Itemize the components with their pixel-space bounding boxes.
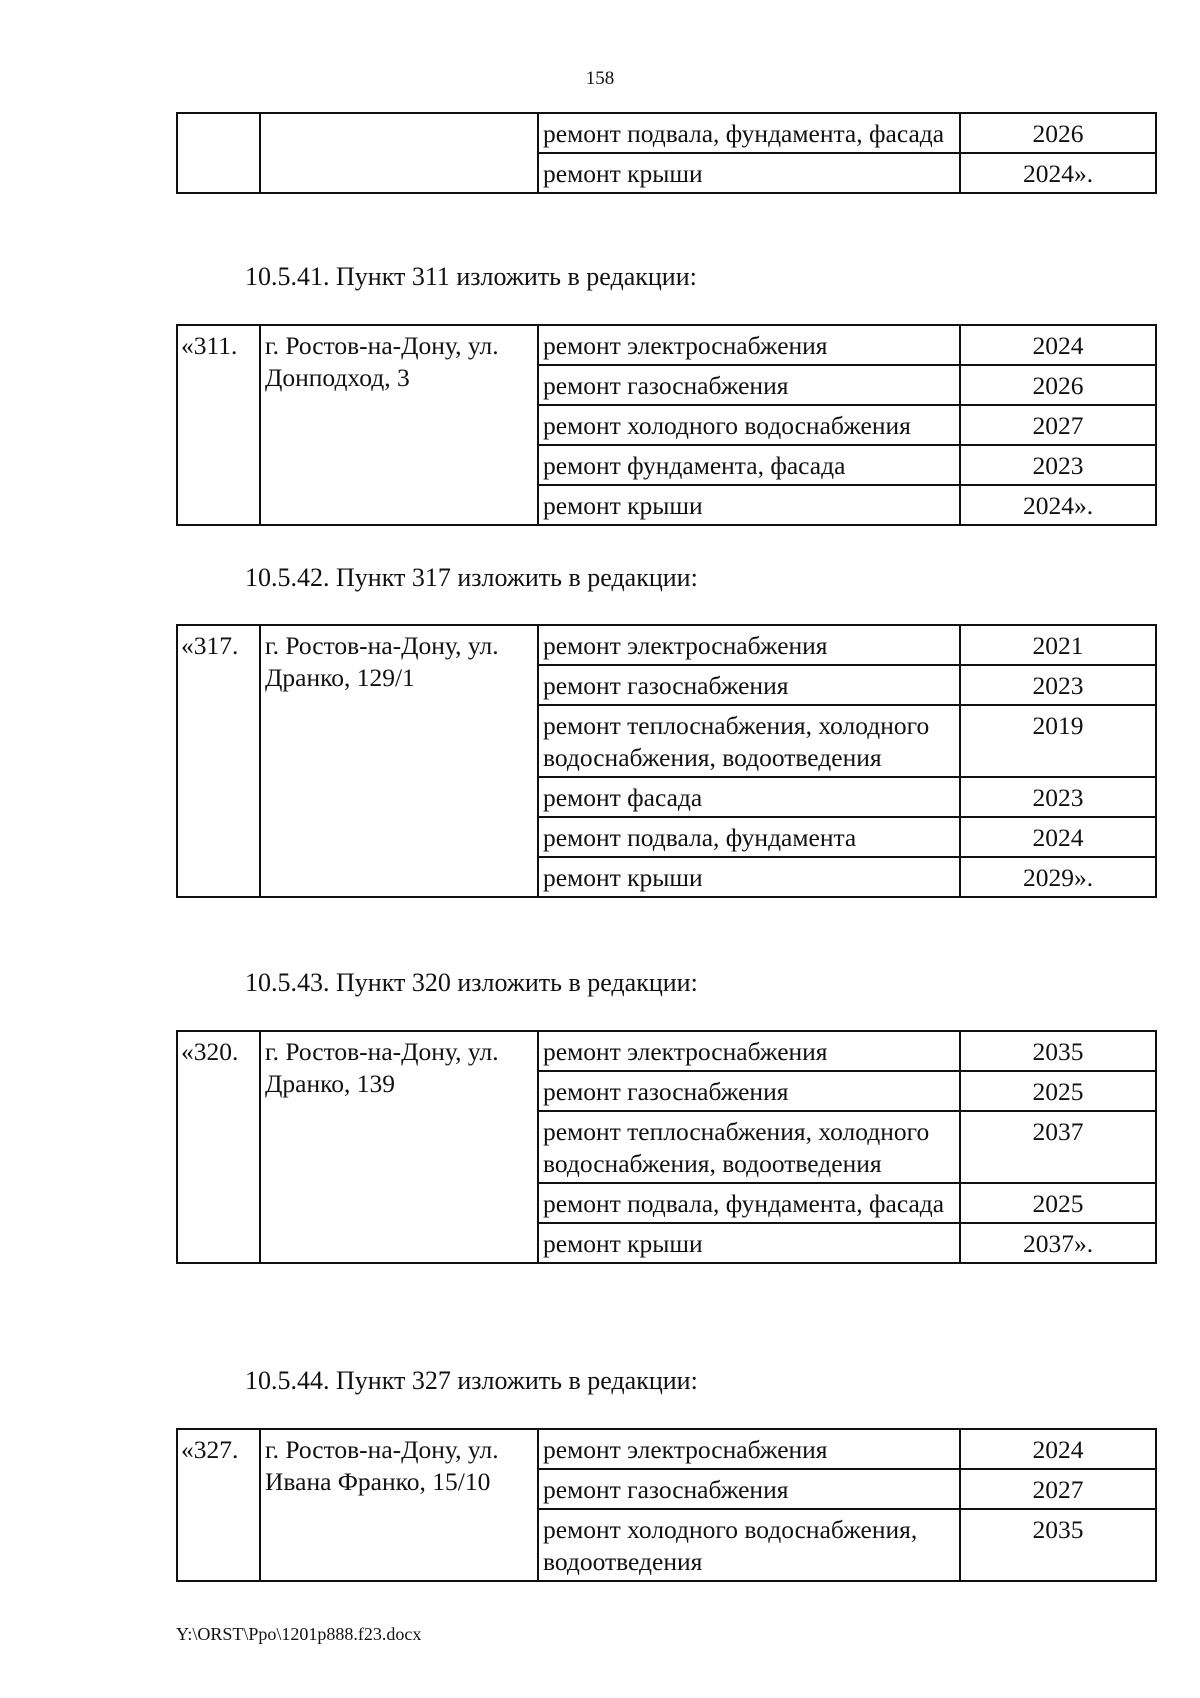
work-cell: ремонт теплоснабжения, холодного водоснабжения, водоотведения	[538, 705, 960, 777]
address-cell: г. Ростов-на-Дону, ул. Ивана Франко, 15/10	[260, 1429, 538, 1581]
table-row	[177, 1031, 1156, 1071]
section-heading: 10.5.41. Пункт 311 изложить в редакции:	[245, 262, 697, 291]
year-cell: 2037	[960, 1111, 1156, 1183]
section-heading: 10.5.44. Пункт 327 изложить в редакции:	[245, 1366, 698, 1395]
work-cell: ремонт электроснабжения	[538, 625, 960, 665]
number-cell: «327.	[177, 1429, 260, 1581]
work-cell: ремонт газоснабжения	[538, 365, 960, 405]
year-cell: 2027	[960, 1469, 1156, 1509]
work-cell: ремонт электроснабжения	[538, 1429, 960, 1469]
year-cell: 2023	[960, 445, 1156, 485]
number-cell: «317.	[177, 625, 260, 897]
section-table	[176, 624, 1157, 898]
year-cell: 2037».	[960, 1223, 1156, 1263]
year-cell: 2023	[960, 777, 1156, 817]
work-cell: ремонт холодного водоснабжения, водоотведения	[538, 1509, 960, 1581]
work-cell: ремонт фундамента, фасада	[538, 445, 960, 485]
year-cell: 2026	[960, 113, 1156, 153]
year-cell: 2027	[960, 405, 1156, 445]
number-cell: «311.	[177, 325, 260, 525]
year-cell: 2025	[960, 1071, 1156, 1111]
section-heading: 10.5.43. Пункт 320 изложить в редакции:	[245, 968, 698, 997]
work-cell: ремонт подвала, фундамента, фасада	[538, 113, 960, 153]
address-cell	[260, 113, 538, 193]
work-cell: ремонт крыши	[538, 153, 960, 193]
work-cell: ремонт фасада	[538, 777, 960, 817]
year-cell: 2029».	[960, 857, 1156, 897]
year-cell: 2023	[960, 665, 1156, 705]
table-row	[177, 113, 1156, 153]
section-table	[176, 1030, 1157, 1264]
work-cell: ремонт газоснабжения	[538, 665, 960, 705]
year-cell: 2024».	[960, 485, 1156, 525]
year-cell: 2024	[960, 1429, 1156, 1469]
file-path-footer: Y:\ORST\Ppo\1201p888.f23.docx	[176, 1624, 422, 1644]
year-cell: 2026	[960, 365, 1156, 405]
number-cell	[177, 113, 260, 193]
table-row	[177, 1429, 1156, 1469]
table-row	[177, 625, 1156, 665]
work-cell: ремонт крыши	[538, 1223, 960, 1263]
year-cell: 2024».	[960, 153, 1156, 193]
work-cell: ремонт теплоснабжения, холодного водоснабжения, водоотведения	[538, 1111, 960, 1183]
work-cell: ремонт газоснабжения	[538, 1071, 960, 1111]
address-cell: г. Ростов-на-Дону, ул. Дранко, 129/1	[260, 625, 538, 897]
address-cell: г. Ростов-на-Дону, ул. Донподход, 3	[260, 325, 538, 525]
year-cell: 2025	[960, 1183, 1156, 1223]
address-cell: г. Ростов-на-Дону, ул. Дранко, 139	[260, 1031, 538, 1263]
work-cell: ремонт крыши	[538, 857, 960, 897]
work-cell: ремонт крыши	[538, 485, 960, 525]
section-table	[176, 324, 1157, 526]
continuation-table	[176, 112, 1157, 194]
work-cell: ремонт подвала, фундамента	[538, 817, 960, 857]
number-cell: «320.	[177, 1031, 260, 1263]
year-cell: 2035	[960, 1031, 1156, 1071]
year-cell: 2021	[960, 625, 1156, 665]
year-cell: 2019	[960, 705, 1156, 777]
table-row	[177, 325, 1156, 365]
year-cell: 2024	[960, 817, 1156, 857]
work-cell: ремонт электроснабжения	[538, 1031, 960, 1071]
section-table	[176, 1428, 1157, 1582]
section-heading: 10.5.42. Пункт 317 изложить в редакции:	[245, 563, 698, 592]
work-cell: ремонт подвала, фундамента, фасада	[538, 1183, 960, 1223]
work-cell: ремонт газоснабжения	[538, 1469, 960, 1509]
work-cell: ремонт холодного водоснабжения	[538, 405, 960, 445]
work-cell: ремонт электроснабжения	[538, 325, 960, 365]
year-cell: 2024	[960, 325, 1156, 365]
year-cell: 2035	[960, 1509, 1156, 1581]
page-number: 158	[585, 68, 615, 89]
